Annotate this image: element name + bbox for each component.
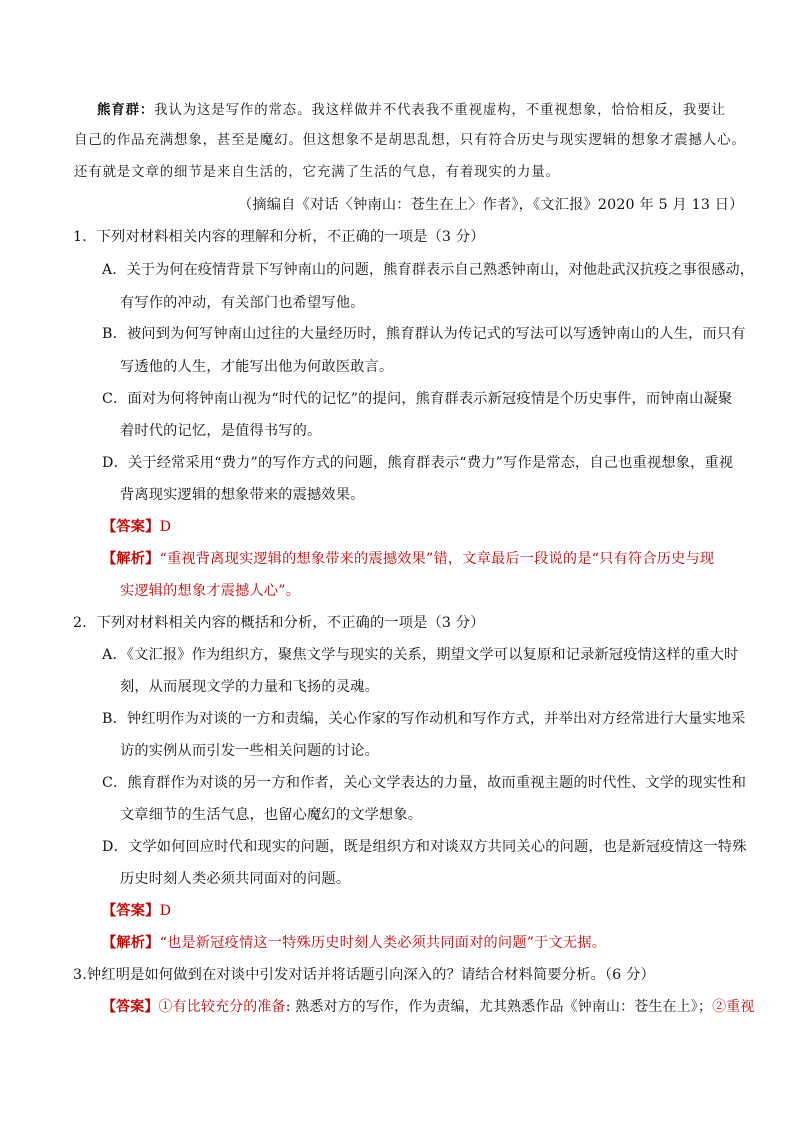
q1-option-d: D．关于经常采用“费力”的写作方式的问题，熊育群表示“费力”写作是常态，自己也重视想象，重视 [102, 455, 734, 471]
q2-option-d: D．文学如何回应时代和现实的问题，既是组织方和对谈双方共同关心的问题，也是新冠疫情这一特殊 [102, 839, 747, 855]
q2-option-b: B．钟红明作为对谈的一方和责编，关心作家的写作动机和写作方式，并举出对方经常进行大量实地采 [102, 711, 746, 727]
q2-stem: 2．下列对材料相关内容的概括和分析，不正确的一项是（3 分） [73, 615, 485, 631]
q1-option-c: C．面对为何将钟南山视为“时代的记忆”的提问，熊育群表示新冠疫情是个历史事件，而钟南山凝聚 [102, 391, 733, 407]
q1-option-a-cont: 有写作的冲动，有关部门也希望写他。 [120, 295, 365, 311]
q2-answer: 【答案】D [102, 903, 172, 919]
q1-answer: 【答案】D [102, 519, 172, 535]
q1-option-c-cont: 着时代的记忆，是值得书写的。 [120, 423, 322, 439]
interview-line-1: 熊育群：我认为这是写作的常态。我这样做并不代表我不重视虚构，不重视想象，恰恰相反，我要让 [97, 102, 726, 118]
q2-analysis: 【解析】“也是新冠疫情这一特殊历史时刻人类必须共同面对的问题”于文无据。 [102, 935, 607, 951]
q1-option-a: A．关于为何在疫情背景下写钟南山的问题，熊育群表示自己熟悉钟南山，对他赴武汉抗疫之事很感动， [102, 262, 754, 278]
speaker-name: 熊育群： [97, 102, 155, 118]
q1-option-d-cont: 背离现实逻辑的想象带来的震撼效果。 [120, 487, 365, 503]
q1-option-b-cont: 写透他的人生，才能写出他为何敢医敢言。 [120, 359, 394, 375]
source-citation: （摘编自《对话〈钟南山：苍生在上〉作者》，《文汇报》2020 年 5 月 13 日） [238, 197, 744, 213]
q2-option-a: A．《文汇报》作为组织方，聚焦文学与现实的关系，期望文学可以复原和记录新冠疫情这样的重大时 [102, 647, 739, 663]
interview-line-2: 自己的作品充满想象，甚至是魔幻。但这想象不是胡思乱想，只有符合历史与现实逻辑的想象才震撼人心。 [74, 133, 746, 148]
q2-option-a-cont: 刻，从而展现文学的力量和飞扬的灵魂。 [120, 679, 379, 695]
q1-analysis: 【解析】“重视背离现实逻辑的想象带来的震撼效果”错，文章最后一段说的是“只有符合历史与现 [102, 551, 715, 567]
q2-option-d-cont: 历史时刻人类必须共同面对的问题。 [120, 871, 351, 887]
q2-option-c-cont: 文章细节的生活气息，也留心魔幻的文学想象。 [120, 807, 423, 823]
interview-line-3: 还有就是文章的细节是来自生活的，它充满了生活的气息，有着现实的力量。 [74, 165, 560, 180]
q3-stem: 3.钟红明是如何做到在对谈中引发对话并将话题引向深入的？请结合材料简要分析。（6 分） [73, 967, 655, 983]
q1-analysis-cont: 实逻辑的想象才震撼人心”。 [120, 583, 301, 599]
q1-stem: 1．下列对材料相关内容的理解和分析，不正确的一项是（3 分） [73, 229, 485, 245]
q2-option-b-cont: 访的实例从而引发一些相关问题的讨论。 [120, 743, 379, 759]
q1-option-b: B．被问到为何写钟南山过往的大量经历时，熊育群认为传记式的写法可以写透钟南山的人生，而只有 [102, 326, 746, 342]
q3-answer: 【答案】①有比较充分的准备: 熟悉对方的写作，作为责编，尤其熟悉作品《钟南山：苍生在上》；②重视 [102, 999, 755, 1015]
q2-option-c: C．熊育群作为对谈的另一方和作者，关心文学表达的力量，故而重视主题的时代性、文学的现实性和 [102, 775, 747, 791]
